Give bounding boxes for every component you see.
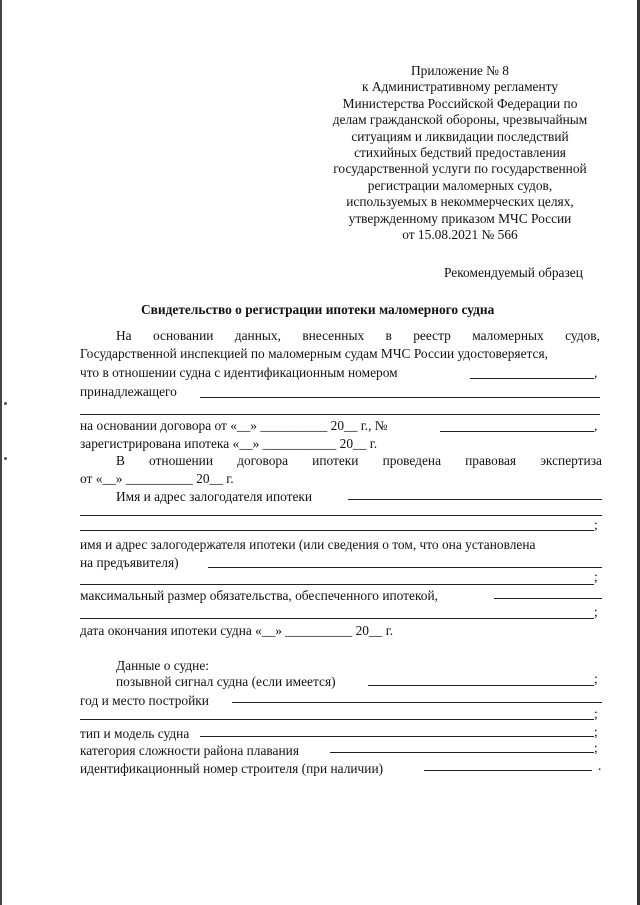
scan-hole-mark — [4, 457, 7, 460]
word: судов, — [565, 328, 600, 343]
word: маломерных — [472, 328, 544, 343]
header-line: утвержденному приказом МЧС России — [348, 210, 572, 226]
word: ипотеки — [312, 453, 359, 468]
callsign-label: позывной сигнал судна (если имеется) — [116, 674, 336, 689]
scan-edge-left — [0, 0, 2, 905]
page-title: Свидетельство о регистрации ипотеки маломерного судна — [141, 302, 495, 317]
pledgee-field-line-2[interactable] — [80, 584, 594, 585]
comma: , — [594, 365, 598, 380]
word: На — [116, 328, 132, 343]
mortgage-registered-line: зарегистрирована ипотека «__» ___________ 20__ г. — [80, 436, 378, 451]
word: проведена — [382, 453, 442, 468]
header-line: стихийных бедствий предоставления — [354, 145, 566, 161]
type-model-field[interactable] — [200, 736, 594, 737]
word: реестр — [413, 328, 451, 343]
semicolon: ; — [594, 517, 598, 532]
word: экспертиза — [540, 453, 602, 468]
semicolon: ; — [594, 724, 598, 739]
header-line: Министерства Российской Федерации по — [342, 95, 578, 111]
header-line: от 15.08.2021 № 566 — [402, 227, 518, 243]
header-line: ситуациям и ликвидации последствий — [351, 128, 569, 144]
contract-line: на основании договора от «__» __________ 20__ г., № — [80, 418, 388, 433]
period: . — [598, 758, 602, 773]
header-line: делам гражданской обороны, чрезвычайным — [332, 112, 588, 128]
paragraph-line — [116, 328, 600, 344]
word: правовая — [465, 453, 517, 468]
semicolon: ; — [594, 604, 598, 619]
scan-hole-mark — [4, 402, 7, 405]
build-year-place-field[interactable] — [232, 702, 602, 703]
max-obligation-field[interactable] — [494, 598, 602, 599]
comma: , — [594, 418, 598, 433]
paragraph-line: что в отношении судна с идентификационным номером — [80, 365, 398, 380]
header-line: к Административному регламенту — [361, 79, 559, 95]
paragraph-line — [116, 453, 602, 469]
builder-id-field[interactable] — [424, 770, 592, 771]
pledgee-label-2: на предъявителя) — [80, 555, 179, 570]
semicolon: ; — [594, 671, 598, 686]
pledgor-label: Имя и адрес залогодателя ипотеки — [116, 489, 313, 504]
vessel-data-heading: Данные о судне: — [116, 658, 210, 673]
expertise-date-line: от «__» __________ 20__ г. — [80, 471, 234, 486]
vessel-id-field[interactable] — [470, 378, 594, 379]
semicolon: ; — [594, 706, 598, 721]
pledgor-field-line-2[interactable] — [80, 515, 602, 516]
word: договора — [237, 453, 289, 468]
mortgage-end-date: дата окончания ипотеки судна «__» __________ 20__ г. — [80, 623, 394, 638]
owner-field[interactable] — [200, 397, 600, 398]
header-line: регистрации маломерных судов, — [367, 177, 553, 193]
max-obligation-field-line-2[interactable] — [80, 618, 594, 619]
semicolon: ; — [594, 740, 598, 755]
callsign-field[interactable] — [368, 685, 594, 686]
header-line: Приложение № 8 — [410, 63, 510, 78]
pledgee-field[interactable] — [208, 567, 602, 568]
word: отношении — [149, 453, 214, 468]
type-model-label: тип и модель судна — [80, 726, 190, 741]
header-line: используемых в некоммерческих целях, — [346, 194, 574, 210]
semicolon: ; — [594, 569, 598, 584]
word: данных, — [234, 328, 281, 343]
contract-number-field[interactable] — [440, 431, 594, 432]
build-year-place-field-line-2[interactable] — [80, 719, 594, 720]
header-line: государственной услуги по государственной — [333, 161, 587, 177]
paragraph-line: Государственной инспекцией по маломерным судам МЧС России удостоверяется, — [80, 346, 548, 361]
build-year-place-label: год и место постройки — [80, 693, 209, 708]
pledgor-field-line-3[interactable] — [80, 530, 594, 531]
builder-id-label: идентификационный номер строителя (при наличии) — [80, 761, 384, 776]
pledgor-field[interactable] — [348, 499, 602, 500]
sample-label: Рекомендуемый образец — [444, 265, 583, 280]
pledgee-label: имя и адрес залогодержателя ипотеки (или сведения о том, что она установлена — [80, 537, 536, 552]
word: в — [385, 328, 392, 343]
word: основании — [153, 328, 214, 343]
navigation-category-field[interactable] — [330, 752, 594, 753]
owner-field-line-2[interactable] — [80, 414, 600, 415]
navigation-category-label: категория сложности района плавания — [80, 743, 299, 758]
appendix-header — [300, 63, 620, 243]
word: внесенных — [302, 328, 365, 343]
owner-label: принадлежащего — [80, 384, 177, 399]
max-obligation-label: максимальный размер обязательства, обеспеченного ипотекой, — [80, 588, 439, 603]
word: В — [116, 453, 125, 468]
